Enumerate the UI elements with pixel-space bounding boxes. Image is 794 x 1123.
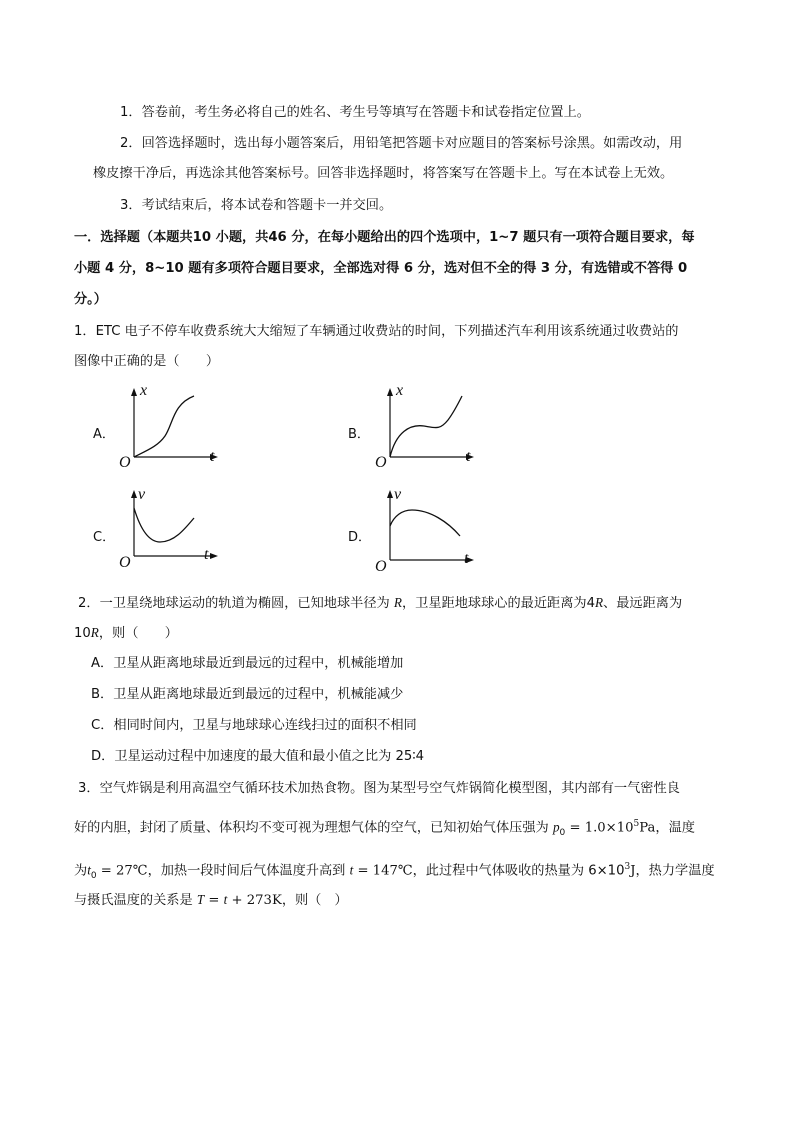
q1-b-origin-label: O: [375, 454, 387, 471]
q1-c-x-axis-label: t: [204, 546, 209, 563]
q1-a-y-axis-label: x: [140, 382, 148, 399]
q1-b-y-axis-label: x: [396, 382, 404, 399]
q1-option-c-label: C．: [93, 530, 116, 545]
q1-graph-d: [374, 488, 484, 574]
q1-d-y-axis-label: v: [394, 486, 402, 503]
q1-d-origin-label: O: [375, 558, 387, 575]
section-heading-2: 小题 4 分，8~10 题有多项符合题目要求，全部选对得 6 分，选对但不全的得 3 分，有选错或不答得 0: [74, 261, 688, 276]
instruction-1: 1．答卷前，考生务必将自己的姓名、考生号等填写在答题卡和试卷指定位置上。: [120, 105, 590, 120]
q1-option-d-label: D．: [348, 530, 372, 545]
section-heading-3: 分。）: [74, 292, 107, 307]
q1-a-origin-label: O: [119, 454, 131, 471]
q1-option-b-label: B．: [348, 427, 370, 442]
q2-stem-line2: 10R，则（ ）: [74, 625, 178, 641]
q2-option-c: C．相同时间内，卫星与地球球心连线扫过的面积不相同: [91, 718, 417, 733]
q2-stem-line1: 2．一卫星绕地球运动的轨道为椭圆，已知地球半径为 R，卫星距地球球心的最近距离为4R、最远距离为: [78, 595, 683, 611]
q1-graph-a: [118, 382, 228, 472]
q3-stem-line1: 3．空气炸锅是利用高温空气循环技术加热食物。图为某型号空气炸锅简化模型图，其内部有一气密性良: [78, 781, 680, 796]
q1-graph-c: [118, 488, 228, 574]
q1-b-x-axis-label: t: [466, 448, 471, 465]
q1-c-origin-label: O: [119, 554, 131, 571]
q3-stem-line3: 为$t_0$ = 27℃，加热一段时间后气体温度升高到 t = 147℃，此过程中气体吸收的热量为 $6\times 10^3J$，热力学温度: [74, 862, 715, 882]
instruction-2a: 2．回答选择题时，选出每小题答案后，用铅笔把答题卡对应题目的答案标号涂黑。如需改动，用: [120, 136, 683, 151]
q3-stem-line4: 与摄氏温度的关系是 T = t + 273K，则（ ）: [74, 892, 348, 908]
q2-option-a: A．卫星从距离地球最近到最远的过程中，机械能增加: [91, 656, 404, 671]
q1-graph-b: [374, 382, 484, 472]
q2-option-d: D．卫星运动过程中加速度的最大值和最小值之比为 25∶4: [91, 749, 425, 764]
q1-stem-line1: 1．ETC 电子不停车收费系统大大缩短了车辆通过收费站的时间，下列描述汽车利用该系统通过收费站的: [74, 324, 679, 339]
section-heading-1: 一．选择题（本题共10 小题，共46 分，在每小题给出的四个选项中，1~7 题只有一项符合题目要求，每: [74, 230, 695, 245]
q1-a-x-axis-label: t: [210, 448, 215, 465]
q2-option-b: B．卫星从距离地球最近到最远的过程中，机械能减少: [91, 687, 404, 702]
q1-stem-line2: 图像中正确的是（ ）: [74, 354, 220, 369]
q1-option-a-label: A．: [93, 427, 115, 442]
q1-d-x-axis-label: t: [464, 550, 469, 567]
instruction-3: 3．考试结束后，将本试卷和答题卡一并交回。: [120, 198, 393, 213]
q1-c-y-axis-label: v: [138, 486, 146, 503]
instruction-2b: 橡皮擦干净后，再选涂其他答案标号。回答非选择题时，将答案写在答题卡上。写在本试卷上无效。: [93, 166, 674, 181]
q3-stem-line2: 好的内胆，封闭了质量、体积均不变可视为理想气体的空气，已知初始气体压强为 $p_0 = 1.0\times 10^5Pa$，温度: [74, 819, 695, 839]
